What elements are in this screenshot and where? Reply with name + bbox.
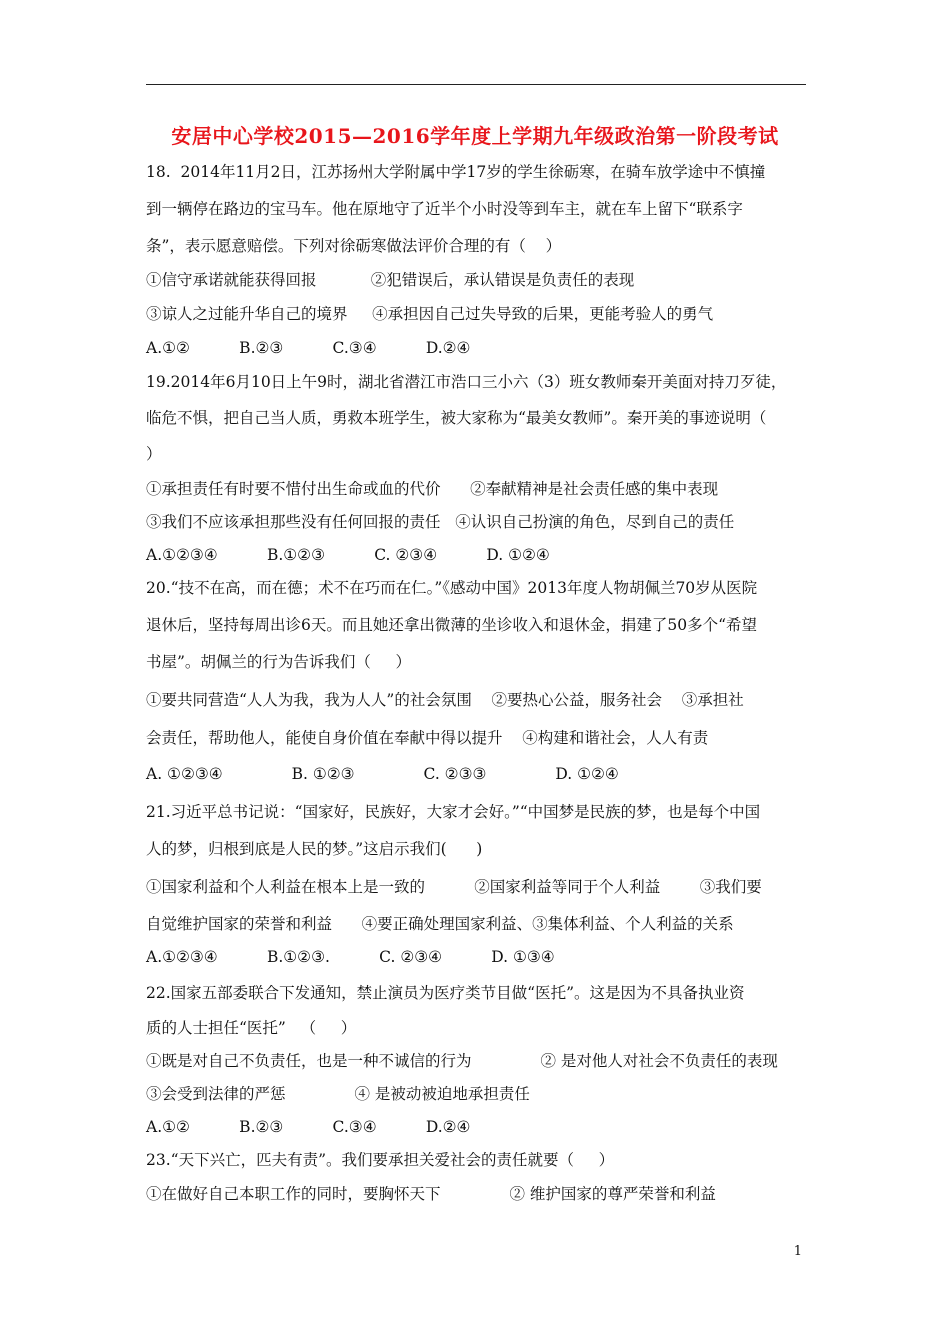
text-line: 临危不惧，把自己当人质，勇救本班学生，被大家称为“最美女教师”。秦开美的事迹说明（	[146, 409, 767, 427]
page-number: 1	[793, 1244, 802, 1259]
text-line: ①承担责任有时要不惜付出生命或血的代价 ②奉献精神是社会责任感的集中表现	[146, 480, 719, 498]
text-line: 22.国家五部委联合下发通知，禁止演员为医疗类节目做“医托”。这是因为不具备执业资	[146, 984, 745, 1002]
text-line: ③谅人之过能升华自己的境界 ④承担因自己过失导致的后果，更能考验人的勇气	[146, 305, 714, 323]
text-line: A.①②③④ B.①②③ C. ②③④ D. ①②④	[146, 546, 550, 564]
exam-title: 安居中心学校2015—2016学年度上学期九年级政治第一阶段考试	[171, 124, 779, 148]
text-line: A. ①②③④ B. ①②③ C. ②③③ D. ①②④	[146, 765, 619, 783]
text-line: 到一辆停在路边的宝马车。他在原地守了近半个小时没等到车主，就在车上留下“联系字	[146, 200, 743, 218]
text-line: ①既是对自己不负责任，也是一种不诚信的行为 ② 是对他人对社会不负责任的表现	[146, 1052, 778, 1070]
text-line: 18. 2014年11月2日，江苏扬州大学附属中学17岁的学生徐砺寒，在骑车放学途中不慎撞	[146, 163, 766, 181]
text-line: 条”，表示愿意赔偿。下列对徐砺寒做法评价合理的有（ ）	[146, 237, 562, 255]
text-line: A.①②③④ B.①②③. C. ②③④ D. ①③④	[146, 948, 555, 966]
text-line: 20.“技不在高，而在德；术不在巧而在仁。”《感动中国》2013年度人物胡佩兰70岁从医院	[146, 579, 758, 597]
text-line: ①信守承诺就能获得回报 ②犯错误后，承认错误是负责任的表现	[146, 271, 635, 289]
text-line: 19.2014年6月10日上午9时，湖北省潜江市浩口三小六（3）班女教师秦开美面对持刀歹徒，	[146, 373, 787, 391]
header-rule	[146, 84, 806, 85]
text-line: 人的梦，归根到底是人民的梦。”这启示我们( )	[146, 840, 483, 858]
text-line: 21.习近平总书记说：“国家好，民族好，大家才会好。”“中国梦是民族的梦，也是每个中国	[146, 803, 761, 821]
text-line: ③我们不应该承担那些没有任何回报的责任 ④认识自己扮演的角色，尽到自己的责任	[146, 513, 735, 531]
text-line: ①要共同营造“人人为我，我为人人”的社会氛围 ②要热心公益，服务社会 ③承担社	[146, 691, 744, 709]
text-line: 23.“天下兴亡，匹夫有责”。我们要承担关爱社会的责任就要（ ）	[146, 1151, 615, 1169]
text-line: 自觉维护国家的荣誉和利益 ④要正确处理国家利益、③集体利益、个人利益的关系	[146, 915, 734, 933]
text-line: 书屋”。胡佩兰的行为告诉我们（ ）	[146, 653, 412, 671]
text-line: ）	[146, 445, 162, 463]
text-line: 退休后，坚持每周出诊6天。而且她还拿出微薄的坐诊收入和退休金，捐建了50多个“希望	[146, 616, 758, 634]
text-line: ③会受到法律的严惩 ④ 是被动被迫地承担责任	[146, 1085, 530, 1103]
text-line: A.①② B.②③ C.③④ D.②④	[146, 1118, 471, 1136]
text-line: 会责任，帮助他人，能使自身价值在奉献中得以提升 ④构建和谐社会，人人有责	[146, 729, 709, 747]
text-line: 质的人士担任“医托” （ ）	[146, 1019, 357, 1037]
text-line: ①在做好自己本职工作的同时，要胸怀天下 ② 维护国家的尊严荣誉和利益	[146, 1185, 716, 1203]
text-line: ①国家利益和个人利益在根本上是一致的 ②国家利益等同于个人利益 ③我们要	[146, 878, 762, 896]
text-line: A.①② B.②③ C.③④ D.②④	[146, 339, 471, 357]
